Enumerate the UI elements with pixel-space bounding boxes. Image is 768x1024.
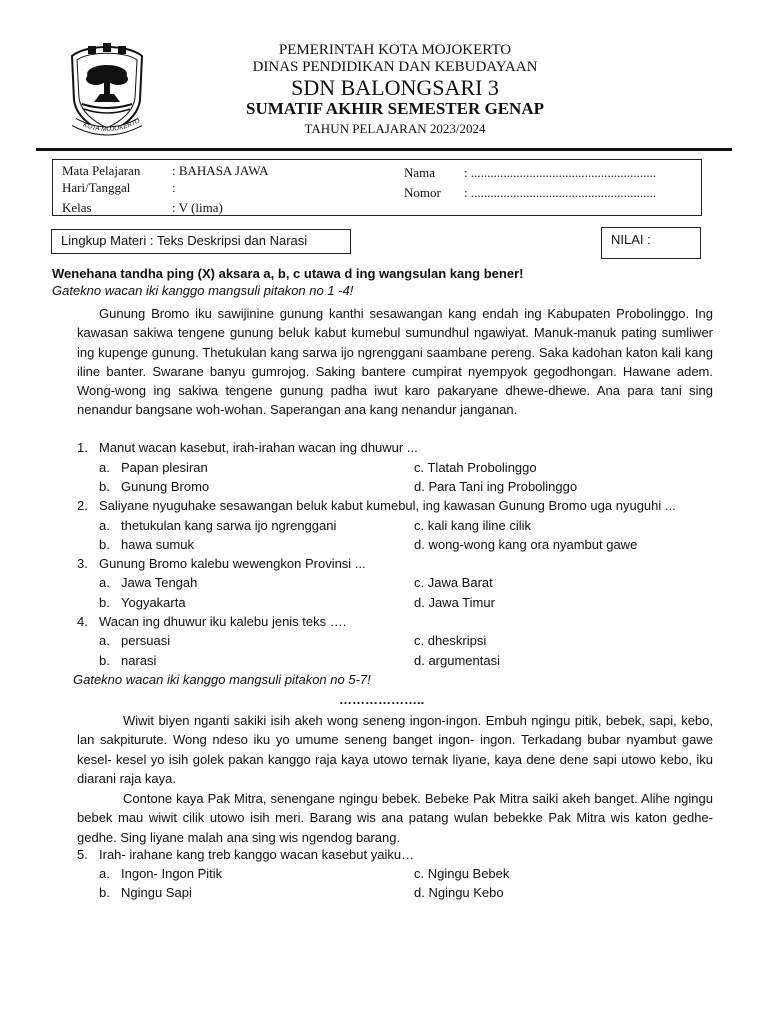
passage-ingon-ingon: Wiwit biyen nganti sakiki isih akeh wong seneng ingon-ingon. Embuh ngingu pitik, bebek, sapi, kebo, lan sakpiturute. Wong ndeso iku yo umume seneng banget ingon- ingon. Terkadang bubar nyambut gawe kesel- kesel yo isih golek pakan kanggo raja kaya utowo ternak liyane, kaya dene dene sapi utowo kebo, iku diarani raja kaya.	[77, 713, 713, 786]
question-4-text: Wacan ing dhuwur iku kalebu jenis teks ….	[99, 614, 347, 629]
option-letter: a.	[99, 518, 110, 533]
subject-label: Mata Pelajaran	[62, 163, 141, 178]
header-government: PEMERINTAH KOTA MOJOKERTO	[278, 42, 512, 58]
question-5-number: 5.	[77, 847, 88, 862]
passage-pak-mitra: Contone kaya Pak Mitra, senengane ngingu bebek. Bebeke Pak Mitra saiki akeh banget. Alihe ngingu bebek mau wiwit cilik utowo isih meri. Barang wis ana patang wulan bebekke Pak Mitra wis katon gedhe- gedhe. Sing liyane malah ana sing wis ngendog barang.	[77, 791, 713, 845]
question-2-option-c[interactable]: c. kali kang iline cilik	[414, 518, 532, 533]
header-divider	[36, 148, 732, 151]
question-4-option-c[interactable]: c. dheskripsi	[414, 633, 487, 648]
passage2-instruction: Gatekno wacan iki kanggo mangsuli pitakon no 5-7!	[73, 672, 371, 687]
question-1-number: 1.	[77, 440, 88, 455]
question-2-text: Saliyane nyuguhake sesawangan beluk kabut kumebul, ing kawasan Gunung Bromo uga nyuguhi ...	[99, 498, 676, 513]
academic-year: TAHUN PELAJARAN 2023/2024	[304, 121, 486, 136]
question-3-option-b[interactable]: Yogyakarta	[121, 595, 186, 610]
exam-title: SUMATIF AKHIR SEMESTER GENAP	[245, 99, 544, 118]
subject-value: : BAHASA JAWA	[172, 163, 269, 178]
option-letter: a.	[99, 866, 110, 881]
school-name: SDN BALONGSARI 3	[291, 75, 499, 100]
number-label: Nomor	[404, 185, 441, 200]
passage1-instruction: Gatekno wacan iki kanggo mangsuli pitakon no 1 -4!	[52, 283, 354, 298]
header-department: DINAS PENDIDIKAN DAN KEBUDAYAAN	[252, 59, 538, 75]
question-1-option-a[interactable]: Papan plesiran	[121, 460, 208, 475]
class-label: Kelas	[62, 200, 92, 215]
main-instruction: Wenehana tandha ping (X) aksara a, b, c utawa d ing wangsulan kang bener!	[52, 266, 524, 281]
question-2-option-a[interactable]: thetukulan kang sarwa ijo ngrenggani	[121, 518, 337, 533]
question-4-number: 4.	[77, 614, 88, 629]
question-4-option-a[interactable]: persuasi	[121, 633, 171, 648]
passage-gunung-bromo: Gunung Bromo iku sawijinine gunung kanthi sesawangan kang endah ing Kabupaten Probolinggo. Ing kawasan sakiwa tengene gunung beluk kabut kumebul sumundhul ngawiyat. Manuk-manuk pating sumliwer ing kupenge gunung. Thetukulan kang sarwa ijo ngrenggani saambane pereng. Saka kadohan katon kali kang iline banter. Swarane banyu gumrojog. Saking bantere cumpirat nyempyok gegodhongan. Hawane adem. Wong-wong ing sakiwa tengene gunung padha iwut karo pakaryane dhewe-dhewe. Ana para tani sing nenandur bangsane woh-wohan. Saperangan ana kang nenandur janganan.	[77, 306, 713, 418]
name-field[interactable]: : .........................................................	[464, 165, 657, 180]
date-value[interactable]: :	[172, 180, 176, 195]
option-letter: a.	[99, 633, 110, 648]
student-info-box	[52, 159, 702, 216]
option-letter: b.	[99, 653, 110, 668]
question-5-option-d[interactable]: d. Ngingu Kebo	[414, 885, 504, 900]
kota-mojokerto-emblem	[68, 42, 146, 140]
class-value: : V (lima)	[172, 200, 223, 215]
question-1-option-c[interactable]: c. Tlatah Probolinggo	[414, 460, 537, 475]
question-4-option-b[interactable]: narasi	[121, 653, 157, 668]
question-2-number: 2.	[77, 498, 88, 513]
emblem-ribbon-text: KOTA MOJOKERTO	[82, 117, 142, 134]
option-letter: b.	[99, 537, 110, 552]
question-1-text: Manut wacan kasebut, irah-irahan wacan ing dhuwur ...	[99, 440, 418, 455]
question-3-number: 3.	[77, 556, 88, 571]
question-5-text: Irah- irahane kang treb kanggo wacan kasebut yaiku…	[99, 847, 415, 862]
number-field[interactable]: : .........................................................	[464, 185, 657, 200]
passage2-title-placeholder: ………………..	[339, 692, 425, 707]
question-2-option-b[interactable]: hawa sumuk	[121, 537, 194, 552]
option-letter: b.	[99, 885, 110, 900]
scope-box: Lingkup Materi : Teks Deskripsi dan Narasi	[51, 229, 351, 254]
question-1-option-b[interactable]: Gunung Bromo	[121, 479, 210, 494]
name-label: Nama	[404, 165, 436, 180]
date-label: Hari/Tanggal	[62, 180, 131, 195]
question-5-option-c[interactable]: c. Ngingu Bebek	[414, 866, 510, 881]
question-4-option-d[interactable]: d. argumentasi	[414, 653, 500, 668]
question-1-option-d[interactable]: d. Para Tani ing Probolinggo	[414, 479, 578, 494]
option-letter: a.	[99, 575, 110, 590]
question-5-option-a[interactable]: Ingon- Ingon Pitik	[121, 866, 223, 881]
option-letter: a.	[99, 460, 110, 475]
question-3-option-a[interactable]: Jawa Tengah	[121, 575, 198, 590]
question-3-text: Gunung Bromo kalebu wewengkon Provinsi ...	[99, 556, 366, 571]
question-2-option-d[interactable]: d. wong-wong kang ora nyambut gawe	[414, 537, 638, 552]
score-box[interactable]: NILAI :	[601, 227, 701, 259]
option-letter: b.	[99, 595, 110, 610]
option-letter: b.	[99, 479, 110, 494]
question-3-option-c[interactable]: c. Jawa Barat	[414, 575, 493, 590]
question-5-option-b[interactable]: Ngingu Sapi	[121, 885, 192, 900]
question-3-option-d[interactable]: d. Jawa Timur	[414, 595, 495, 610]
